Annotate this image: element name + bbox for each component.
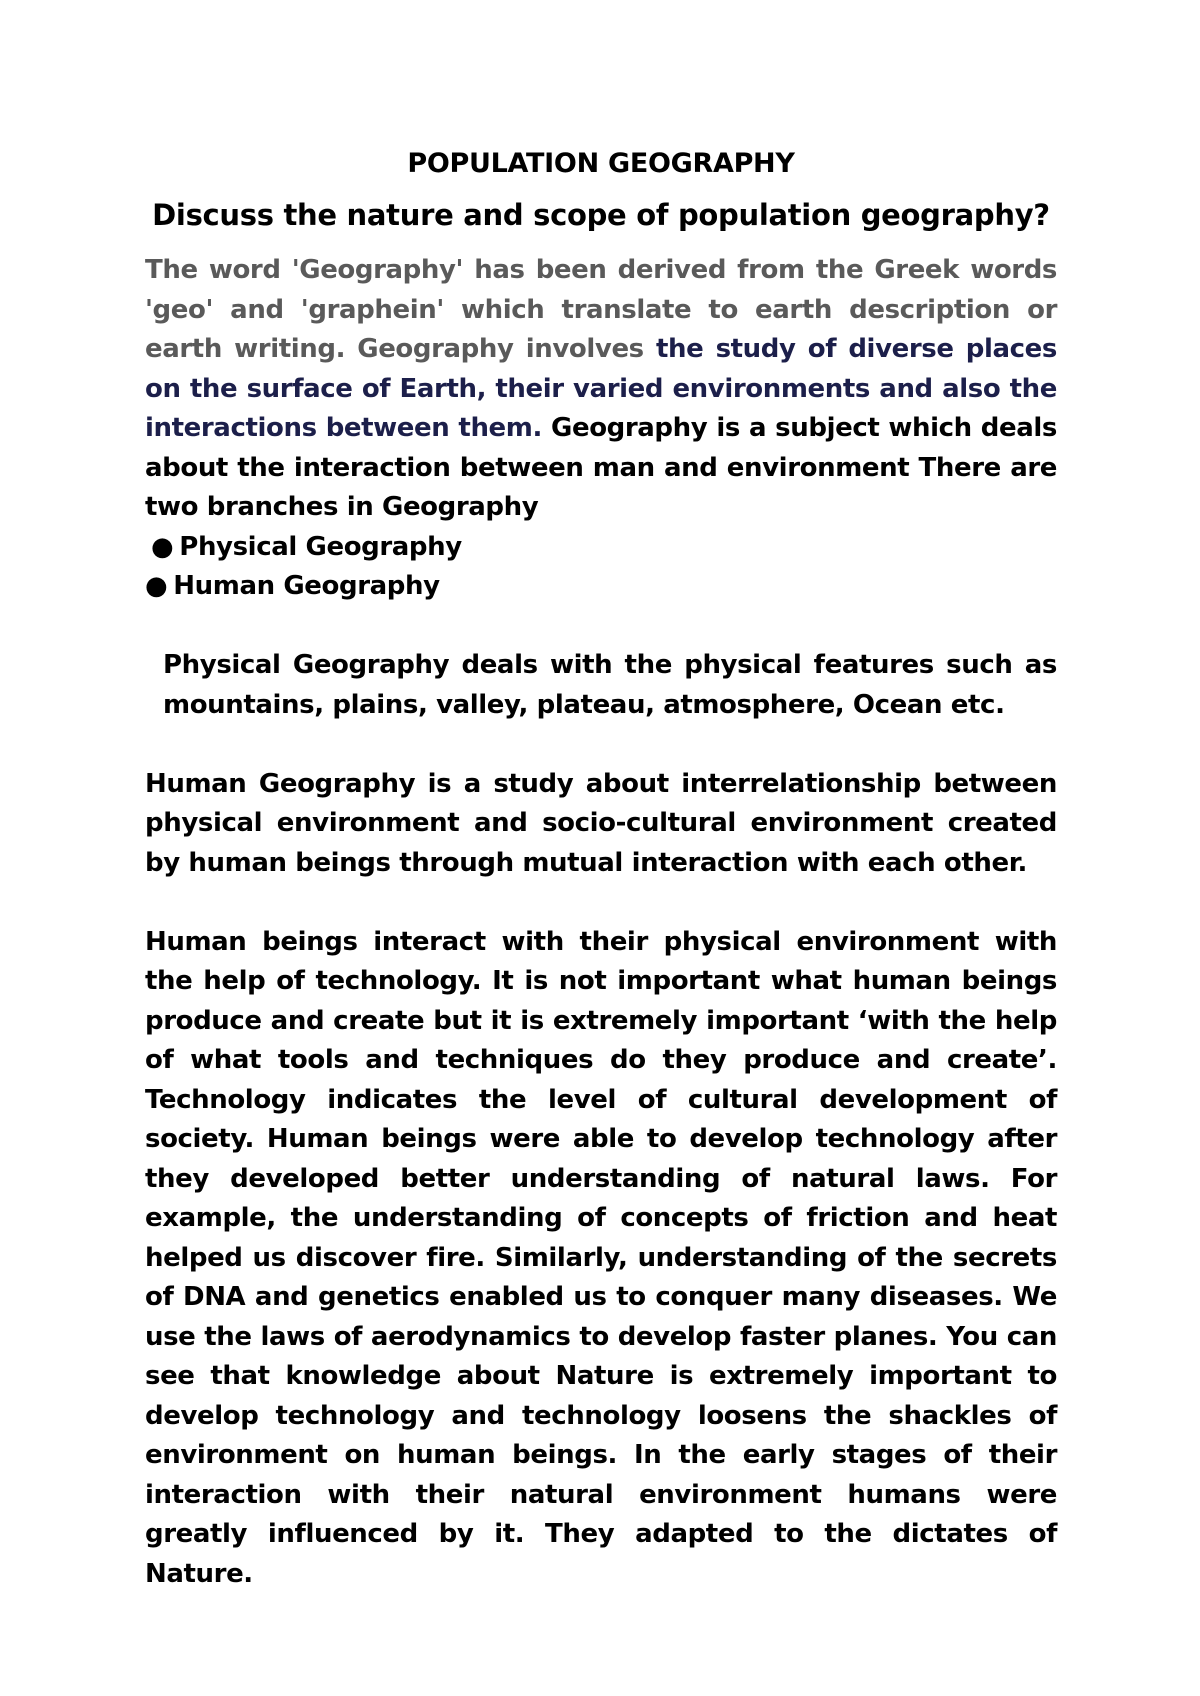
bullet-icon: ●: [145, 571, 168, 602]
spacer: [145, 607, 1057, 647]
technology-paragraph: Human beings interact with their physical environment with the help of technology. It is not important what human beings produce and create but it is extremely important ‘with the help of what tools and techniques do they produce and create’. Technology indicates the level of cultural development of society. Human beings were able to develop technology after they developed better understanding of natural laws. For example, the understanding of concepts of friction and heat helped us discover fire. Similarly, understanding of the secrets of DNA and genetics enabled us to conquer many diseases. We use the laws of aerodynamics to develop faster planes. You can see that knowledge about Nature is extremely important to develop technology and technology loosens the shackles of environment on human beings. In the early stages of their interaction with their natural environment humans were greatly influenced by it. They adapted to the dictates of Nature.: [145, 926, 1057, 1589]
intro-grey-text: The word 'Geography' has been derived from the Greek words 'geo' and 'graphein' which translate to earth description or earth writing. Geography involves: [145, 255, 1057, 365]
page-title: POPULATION GEOGRAPHY: [407, 148, 795, 179]
branch-label: Human Geography: [173, 571, 440, 602]
bullet-icon: ●: [151, 531, 174, 562]
list-item: [145, 528, 1057, 568]
human-geography-paragraph: Human Geography is a study about interrelationship between physical environment and socio-cultural environment created by human beings through mutual interaction with each other.: [145, 768, 1057, 878]
question-heading: Discuss the nature and scope of population geography?: [152, 198, 1050, 233]
physical-geography-paragraph: Physical Geography deals with the physical features such as mountains, plains, valley, plateau, atmosphere, Ocean etc.: [163, 650, 1057, 720]
spacer: [145, 725, 1057, 765]
document-page: [145, 148, 1057, 1594]
branches-list: [145, 528, 1057, 607]
intro-paragraph: [145, 251, 1057, 528]
spacer: [145, 883, 1057, 923]
list-item: [145, 567, 1057, 607]
intro-black-text: Geography is a subject which deals about the interaction between man and environment There are two branches in Geography: [145, 413, 1057, 523]
branch-label: Physical Geography: [179, 531, 462, 562]
intro-navy-text: the study of diverse places on the surface of Earth, their varied environments and also the interactions between them.: [145, 334, 1057, 444]
